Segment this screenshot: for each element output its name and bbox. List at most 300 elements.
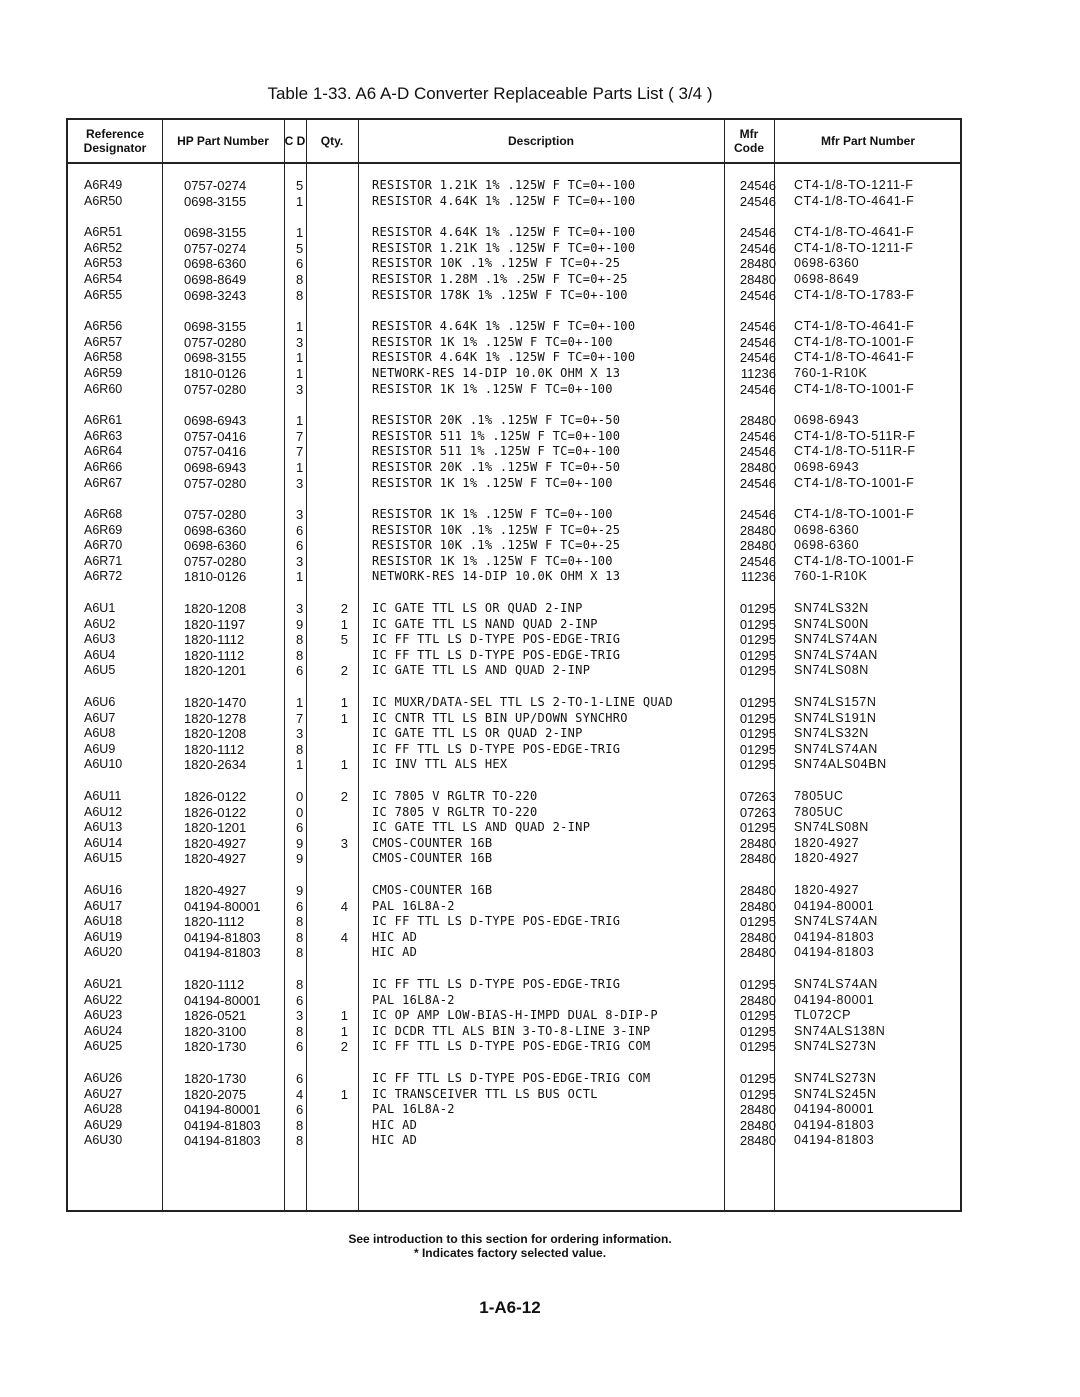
cd-cell: 9 bbox=[296, 835, 304, 851]
description-cell: RESISTOR 1K 1% .125W F TC=0+-100 bbox=[372, 334, 613, 349]
reference-cell: A6U23 bbox=[84, 1008, 123, 1023]
table-row bbox=[68, 476, 960, 492]
reference-cell: A6U9 bbox=[84, 741, 116, 756]
mfr-code-cell: 24546 bbox=[739, 319, 776, 335]
table-row bbox=[68, 538, 960, 554]
cd-cell: 8 bbox=[296, 647, 304, 663]
mfr-code-cell: 24546 bbox=[739, 444, 776, 460]
mfr-code-cell: 11236 bbox=[740, 365, 776, 381]
table-title: Table 1-33. A6 A-D Converter Replaceable Parts List ( 3/4 ) bbox=[267, 84, 713, 103]
description-cell: RESISTOR 10K .1% .125W F TC=0+-25 bbox=[372, 522, 621, 537]
table-row bbox=[68, 711, 960, 727]
table-row bbox=[68, 1039, 960, 1055]
reference-cell: A6R56 bbox=[84, 319, 123, 334]
hp-part-cell: 0698-6943 bbox=[184, 459, 247, 475]
qty-cell: 2 bbox=[340, 789, 348, 804]
mfr-part-cell: 0698-8649 bbox=[794, 271, 860, 286]
mfr-code-cell: 11236 bbox=[740, 569, 776, 585]
reference-cell: A6U30 bbox=[84, 1133, 123, 1148]
table-row bbox=[68, 507, 960, 523]
description-cell: RESISTOR 1K 1% .125W F TC=0+-100 bbox=[372, 507, 613, 522]
table-row bbox=[68, 569, 960, 585]
hp-part-cell: 1820-1197 bbox=[184, 616, 246, 632]
mfr-part-cell: TL072CP bbox=[794, 1008, 852, 1023]
mfr-part-cell: SN74LS32N bbox=[794, 726, 869, 741]
mfr-part-cell: SN74LS157N bbox=[794, 695, 877, 710]
table-row bbox=[68, 899, 960, 915]
mfr-part-cell: 04194-81803 bbox=[794, 1117, 875, 1132]
description-cell: IC OP AMP LOW-BIAS-H-IMPD DUAL 8-DIP-P bbox=[372, 1008, 658, 1023]
description-cell: IC 7805 V RGLTR TO-220 bbox=[372, 789, 538, 803]
mfr-code-cell: 28480 bbox=[739, 522, 776, 538]
cd-cell: 8 bbox=[296, 1023, 304, 1039]
header-hp-part: HP Part Number bbox=[177, 134, 269, 148]
reference-cell: A6R53 bbox=[84, 256, 123, 271]
reference-cell: A6R59 bbox=[84, 365, 123, 380]
row-group bbox=[68, 178, 960, 209]
mfr-part-cell: SN74LS74AN bbox=[794, 976, 878, 991]
cd-cell: 1 bbox=[296, 225, 304, 241]
mfr-part-cell: SN74LS74AN bbox=[794, 647, 878, 662]
cd-cell: 6 bbox=[296, 820, 304, 836]
row-group bbox=[68, 319, 960, 397]
description-cell: IC FF TTL LS D-TYPE POS-EDGE-TRIG bbox=[372, 914, 621, 929]
mfr-part-cell: CT4-1/8-TO-1211-F bbox=[794, 178, 914, 192]
header-mfr-code: Mfr Code bbox=[734, 127, 764, 155]
mfr-part-cell: SN74LS74AN bbox=[794, 914, 878, 929]
cd-cell: 8 bbox=[296, 914, 304, 930]
reference-cell: A6R49 bbox=[84, 178, 123, 192]
mfr-code-cell: 01295 bbox=[739, 1008, 776, 1024]
qty-cell: 1 bbox=[340, 695, 348, 711]
reference-cell: A6U29 bbox=[84, 1117, 123, 1132]
reference-cell: A6U12 bbox=[84, 804, 123, 819]
qty-cell: 1 bbox=[340, 757, 348, 773]
cd-cell: 7 bbox=[296, 710, 304, 726]
description-cell: RESISTOR 10K .1% .125W F TC=0+-25 bbox=[372, 538, 621, 553]
hp-part-cell: 1826-0521 bbox=[184, 1008, 247, 1024]
row-group bbox=[68, 695, 960, 773]
hp-part-cell: 1820-4927 bbox=[184, 835, 247, 851]
hp-part-cell: 1810-0126 bbox=[184, 569, 247, 585]
hp-part-cell: 0698-3155 bbox=[184, 319, 247, 335]
row-group bbox=[68, 883, 960, 961]
table-row bbox=[68, 256, 960, 272]
mfr-part-cell: 0698-6360 bbox=[794, 522, 860, 537]
mfr-code-cell: 28480 bbox=[739, 898, 776, 914]
hp-part-cell: 1820-1112 bbox=[184, 976, 245, 992]
mfr-code-cell: 07263 bbox=[739, 804, 776, 820]
mfr-code-cell: 24546 bbox=[739, 193, 776, 209]
qty-cell: 2 bbox=[340, 663, 348, 679]
reference-cell: A6U18 bbox=[84, 914, 123, 929]
qty-cell: 4 bbox=[340, 898, 348, 914]
table-row bbox=[68, 993, 960, 1009]
cd-cell: 8 bbox=[296, 1117, 304, 1133]
factory-note: * Indicates factory selected value. bbox=[413, 1246, 607, 1260]
reference-cell: A6R52 bbox=[84, 240, 123, 255]
hp-part-cell: 1820-4927 bbox=[184, 882, 247, 898]
reference-cell: A6U13 bbox=[84, 820, 123, 835]
cd-cell: 8 bbox=[296, 1133, 304, 1149]
mfr-code-cell: 24546 bbox=[739, 178, 776, 193]
reference-cell: A6U14 bbox=[84, 835, 123, 850]
mfr-part-cell: SN74LS191N bbox=[794, 710, 877, 725]
table-row bbox=[68, 523, 960, 539]
reference-cell: A6U24 bbox=[84, 1023, 123, 1038]
cd-cell: 1 bbox=[296, 413, 304, 429]
hp-part-cell: 0698-3155 bbox=[184, 225, 247, 241]
description-cell: RESISTOR 1K 1% .125W F TC=0+-100 bbox=[372, 381, 613, 396]
description-cell: IC FF TTL LS D-TYPE POS-EDGE-TRIG COM bbox=[372, 1039, 651, 1054]
table-row bbox=[68, 805, 960, 821]
description-cell: IC GATE TTL LS NAND QUAD 2-INP bbox=[372, 616, 598, 631]
table-row bbox=[68, 1133, 960, 1149]
description-cell: RESISTOR 10K .1% .125W F TC=0+-25 bbox=[372, 256, 621, 271]
mfr-part-cell: CT4-1/8-TO-1001-F bbox=[794, 381, 915, 396]
mfr-code-cell: 28480 bbox=[739, 851, 776, 867]
hp-part-cell: 1820-1208 bbox=[184, 601, 247, 617]
reference-cell: A6U17 bbox=[84, 898, 123, 913]
qty-cell: 1 bbox=[340, 1023, 348, 1039]
mfr-part-cell: 04194-80001 bbox=[794, 1102, 875, 1117]
mfr-code-cell: 01295 bbox=[739, 1070, 776, 1086]
cd-cell: 6 bbox=[296, 898, 304, 914]
hp-part-cell: 0757-0280 bbox=[184, 381, 247, 397]
description-cell: IC CNTR TTL LS BIN UP/DOWN SYNCHRO bbox=[372, 710, 628, 725]
cd-cell: 6 bbox=[296, 1039, 304, 1055]
mfr-part-cell: 0698-6943 bbox=[794, 459, 860, 474]
mfr-part-cell: SN74ALS04BN bbox=[794, 757, 887, 772]
cd-cell: 6 bbox=[296, 256, 304, 272]
reference-cell: A6U8 bbox=[84, 726, 116, 741]
row-group bbox=[68, 225, 960, 303]
hp-part-cell: 1810-0126 bbox=[184, 365, 247, 381]
hp-part-cell: 04194-80001 bbox=[184, 1102, 261, 1118]
description-cell: RESISTOR 20K .1% .125W F TC=0+-50 bbox=[372, 413, 621, 428]
description-cell: RESISTOR 178K 1% .125W F TC=0+-100 bbox=[372, 287, 628, 302]
table-row bbox=[68, 1118, 960, 1134]
mfr-code-cell: 24546 bbox=[739, 381, 776, 397]
table-row bbox=[68, 617, 960, 633]
hp-part-cell: 1820-1208 bbox=[184, 726, 247, 742]
mfr-part-cell: CT4-1/8-TO-1001-F bbox=[794, 507, 915, 522]
mfr-code-cell: 24546 bbox=[739, 334, 776, 350]
table-row bbox=[68, 319, 960, 335]
mfr-part-cell: CT4-1/8-TO-4641-F bbox=[794, 319, 915, 334]
hp-part-cell: 04194-81803 bbox=[184, 1133, 261, 1149]
cd-cell: 8 bbox=[296, 945, 304, 961]
table-row bbox=[68, 742, 960, 758]
cd-cell: 3 bbox=[296, 475, 304, 491]
cd-cell: 3 bbox=[296, 553, 304, 569]
mfr-code-cell: 24546 bbox=[739, 553, 776, 569]
mfr-part-cell: CT4-1/8-TO-1783-F bbox=[794, 287, 915, 302]
table-row bbox=[68, 977, 960, 993]
cd-cell: 8 bbox=[296, 632, 304, 648]
table-row bbox=[68, 366, 960, 382]
reference-cell: A6U6 bbox=[84, 695, 116, 710]
reference-cell: A6U11 bbox=[84, 789, 122, 803]
description-cell: RESISTOR 1K 1% .125W F TC=0+-100 bbox=[372, 553, 613, 568]
cd-cell: 6 bbox=[296, 992, 304, 1008]
description-cell: IC INV TTL ALS HEX bbox=[372, 757, 508, 772]
hp-part-cell: 1820-1201 bbox=[184, 820, 247, 836]
description-cell: IC FF TTL LS D-TYPE POS-EDGE-TRIG bbox=[372, 632, 621, 647]
cd-cell: 6 bbox=[296, 522, 304, 538]
mfr-code-cell: 01295 bbox=[739, 757, 776, 773]
table-row bbox=[68, 350, 960, 366]
hp-part-cell: 0757-0280 bbox=[184, 475, 247, 491]
hp-part-cell: 0698-6943 bbox=[184, 413, 247, 429]
cd-cell: 3 bbox=[296, 601, 304, 617]
cd-cell: 3 bbox=[296, 334, 304, 350]
cd-cell: 9 bbox=[296, 851, 304, 867]
hp-part-cell: 1820-1112 bbox=[184, 632, 245, 648]
hp-part-cell: 1820-1112 bbox=[184, 914, 245, 930]
description-cell: RESISTOR 1.28M .1% .25W F TC=0+-25 bbox=[372, 271, 628, 286]
hp-part-cell: 0698-3155 bbox=[184, 350, 247, 366]
mfr-code-cell: 28480 bbox=[739, 413, 776, 429]
mfr-code-cell: 01295 bbox=[739, 1039, 776, 1055]
cd-cell: 7 bbox=[296, 444, 304, 460]
table-row bbox=[68, 695, 960, 711]
description-cell: CMOS-COUNTER 16B bbox=[372, 835, 493, 850]
hp-part-cell: 0698-6360 bbox=[184, 522, 247, 538]
mfr-code-cell: 24546 bbox=[739, 287, 776, 303]
cd-cell: 8 bbox=[296, 287, 304, 303]
mfr-code-cell: 28480 bbox=[739, 929, 776, 945]
reference-cell: A6U5 bbox=[84, 663, 116, 678]
reference-cell: A6U19 bbox=[84, 929, 123, 944]
reference-cell: A6U21 bbox=[84, 976, 123, 991]
mfr-code-cell: 01295 bbox=[739, 616, 776, 632]
hp-part-cell: 1820-1278 bbox=[184, 710, 247, 726]
mfr-code-cell: 24546 bbox=[739, 428, 776, 444]
cd-cell: 1 bbox=[296, 350, 304, 366]
mfr-part-cell: SN74LS273N bbox=[794, 1039, 877, 1054]
mfr-part-cell: CT4-1/8-TO-1211-F bbox=[794, 240, 914, 255]
description-cell: IC GATE TTL LS OR QUAD 2-INP bbox=[372, 726, 583, 741]
cd-cell: 7 bbox=[296, 428, 304, 444]
table-row bbox=[68, 460, 960, 476]
mfr-code-cell: 24546 bbox=[739, 350, 776, 366]
cd-cell: 1 bbox=[296, 569, 304, 585]
reference-cell: A6R72 bbox=[84, 569, 123, 584]
reference-cell: A6U3 bbox=[84, 632, 116, 647]
row-group bbox=[68, 1071, 960, 1149]
mfr-code-cell: 24546 bbox=[739, 507, 776, 523]
mfr-code-cell: 28480 bbox=[739, 538, 776, 554]
table-row bbox=[68, 820, 960, 836]
cd-cell: 3 bbox=[296, 1008, 304, 1024]
hp-part-cell: 1826-0122 bbox=[184, 804, 247, 820]
description-cell: IC GATE TTL LS AND QUAD 2-INP bbox=[372, 663, 591, 678]
cd-cell: 1 bbox=[296, 757, 304, 773]
hp-part-cell: 0757-0280 bbox=[184, 553, 247, 569]
description-cell: IC FF TTL LS D-TYPE POS-EDGE-TRIG bbox=[372, 647, 621, 662]
description-cell: IC GATE TTL LS AND QUAD 2-INP bbox=[372, 820, 591, 835]
mfr-part-cell: SN74LS00N bbox=[794, 616, 869, 631]
reference-cell: A6R50 bbox=[84, 193, 123, 208]
reference-cell: A6R68 bbox=[84, 507, 123, 522]
cd-cell: 1 bbox=[296, 459, 304, 475]
qty-cell: 2 bbox=[340, 601, 348, 617]
mfr-part-cell: 760-1-R10K bbox=[794, 569, 868, 584]
header-qty: Qty. bbox=[320, 134, 344, 148]
mfr-part-cell: 04194-81803 bbox=[794, 1133, 875, 1148]
mfr-code-cell: 28480 bbox=[739, 256, 776, 272]
mfr-code-cell: 07263 bbox=[739, 789, 776, 804]
hp-part-cell: 1820-1470 bbox=[184, 695, 247, 711]
reference-cell: A6R63 bbox=[84, 428, 123, 443]
cd-cell: 5 bbox=[296, 240, 304, 256]
hp-part-cell: 1820-1112 bbox=[184, 741, 245, 757]
hp-part-cell: 1820-3100 bbox=[184, 1023, 247, 1039]
hp-part-cell: 1820-1730 bbox=[184, 1039, 247, 1055]
table-row bbox=[68, 178, 960, 194]
hp-part-cell: 1826-0122 bbox=[184, 789, 247, 804]
table-row bbox=[68, 444, 960, 460]
reference-cell: A6U26 bbox=[84, 1070, 123, 1085]
mfr-part-cell: 0698-6360 bbox=[794, 538, 860, 553]
row-group bbox=[68, 789, 960, 867]
description-cell: PAL 16L8A-2 bbox=[372, 992, 455, 1007]
mfr-code-cell: 01295 bbox=[739, 820, 776, 836]
cd-cell: 0 bbox=[296, 804, 304, 820]
reference-cell: A6U27 bbox=[84, 1086, 123, 1101]
parts-table bbox=[66, 118, 962, 1212]
hp-part-cell: 04194-81803 bbox=[184, 945, 261, 961]
mfr-code-cell: 24546 bbox=[739, 240, 776, 256]
description-cell: IC GATE TTL LS OR QUAD 2-INP bbox=[372, 601, 583, 616]
mfr-code-cell: 28480 bbox=[739, 271, 776, 287]
reference-cell: A6R69 bbox=[84, 522, 123, 537]
table-row bbox=[68, 789, 960, 805]
mfr-part-cell: CT4-1/8-TO-4641-F bbox=[794, 225, 915, 240]
qty-cell: 3 bbox=[340, 835, 348, 851]
hp-part-cell: 0698-8649 bbox=[184, 271, 247, 287]
reference-cell: A6U7 bbox=[84, 710, 116, 725]
cd-cell: 3 bbox=[296, 726, 304, 742]
row-group bbox=[68, 413, 960, 491]
hp-part-cell: 04194-80001 bbox=[184, 898, 261, 914]
mfr-code-cell: 01295 bbox=[739, 710, 776, 726]
mfr-code-cell: 01295 bbox=[739, 601, 776, 617]
description-cell: IC 7805 V RGLTR TO-220 bbox=[372, 804, 538, 819]
mfr-code-cell: 28480 bbox=[739, 459, 776, 475]
reference-cell: A6R54 bbox=[84, 271, 123, 286]
mfr-code-cell: 28480 bbox=[739, 1133, 776, 1149]
description-cell: IC FF TTL LS D-TYPE POS-EDGE-TRIG bbox=[372, 741, 621, 756]
mfr-part-cell: SN74LS74AN bbox=[794, 741, 878, 756]
description-cell: IC TRANSCEIVER TTL LS BUS OCTL bbox=[372, 1086, 598, 1101]
mfr-code-cell: 28480 bbox=[739, 1102, 776, 1118]
mfr-part-cell: 04194-80001 bbox=[794, 898, 875, 913]
mfr-code-cell: 01295 bbox=[739, 1023, 776, 1039]
cd-cell: 8 bbox=[296, 741, 304, 757]
table-row bbox=[68, 1008, 960, 1024]
row-group bbox=[68, 601, 960, 679]
hp-part-cell: 04194-81803 bbox=[184, 929, 261, 945]
reference-cell: A6R66 bbox=[84, 459, 123, 474]
hp-part-cell: 0757-0280 bbox=[184, 334, 247, 350]
mfr-part-cell: 0698-6943 bbox=[794, 413, 860, 428]
mfr-part-cell: CT4-1/8-TO-4641-F bbox=[794, 193, 915, 208]
mfr-code-cell: 01295 bbox=[739, 632, 776, 648]
hp-part-cell: 0698-6360 bbox=[184, 538, 247, 554]
mfr-code-cell: 01295 bbox=[739, 647, 776, 663]
description-cell: RESISTOR 4.64K 1% .125W F TC=0+-100 bbox=[372, 319, 636, 334]
description-cell: NETWORK-RES 14-DIP 10.0K OHM X 13 bbox=[372, 569, 621, 584]
table-row bbox=[68, 382, 960, 398]
cd-cell: 1 bbox=[296, 193, 304, 209]
cd-cell: 1 bbox=[296, 319, 304, 335]
mfr-code-cell: 28480 bbox=[739, 992, 776, 1008]
hp-part-cell: 04194-81803 bbox=[184, 1117, 261, 1133]
mfr-part-cell: 760-1-R10K bbox=[794, 365, 868, 380]
cd-cell: 4 bbox=[296, 1086, 304, 1102]
description-cell: HIC AD bbox=[372, 1117, 418, 1132]
mfr-code-cell: 01295 bbox=[739, 1086, 776, 1102]
cd-cell: 0 bbox=[296, 789, 304, 804]
description-cell: PAL 16L8A-2 bbox=[372, 1102, 455, 1117]
table-row bbox=[68, 1087, 960, 1103]
table-row bbox=[68, 288, 960, 304]
mfr-part-cell: SN74LS245N bbox=[794, 1086, 877, 1101]
mfr-part-cell: 04194-81803 bbox=[794, 945, 875, 960]
reference-cell: A6R57 bbox=[84, 334, 123, 349]
mfr-code-cell: 28480 bbox=[739, 835, 776, 851]
reference-cell: A6U25 bbox=[84, 1039, 123, 1054]
description-cell: HIC AD bbox=[372, 945, 418, 960]
description-cell: RESISTOR 4.64K 1% .125W F TC=0+-100 bbox=[372, 225, 636, 240]
reference-cell: A6R61 bbox=[84, 413, 123, 428]
reference-cell: A6U20 bbox=[84, 945, 123, 960]
table-row bbox=[68, 930, 960, 946]
description-cell: RESISTOR 4.64K 1% .125W F TC=0+-100 bbox=[372, 193, 636, 208]
mfr-code-cell: 01295 bbox=[739, 726, 776, 742]
reference-cell: A6U10 bbox=[84, 757, 123, 772]
cd-cell: 3 bbox=[296, 381, 304, 397]
mfr-part-cell: SN74LS08N bbox=[794, 663, 869, 678]
cd-cell: 1 bbox=[296, 695, 304, 711]
description-cell: IC MUXR/DATA-SEL TTL LS 2-TO-1-LINE QUAD bbox=[372, 695, 673, 710]
reference-cell: A6U28 bbox=[84, 1102, 123, 1117]
hp-part-cell: 1820-2075 bbox=[184, 1086, 247, 1102]
description-cell: HIC AD bbox=[372, 929, 418, 944]
table-row bbox=[68, 914, 960, 930]
qty-cell: 2 bbox=[340, 1039, 348, 1055]
description-cell: RESISTOR 511 1% .125W F TC=0+-100 bbox=[372, 428, 621, 443]
hp-part-cell: 0698-6360 bbox=[184, 256, 247, 272]
hp-part-cell: 04194-80001 bbox=[184, 992, 261, 1008]
description-cell: NETWORK-RES 14-DIP 10.0K OHM X 13 bbox=[372, 365, 621, 380]
mfr-code-cell: 24546 bbox=[739, 225, 776, 241]
cd-cell: 8 bbox=[296, 271, 304, 287]
table-body bbox=[68, 178, 960, 1165]
cd-cell: 9 bbox=[296, 616, 304, 632]
reference-cell: A6U4 bbox=[84, 647, 116, 662]
reference-cell: A6U2 bbox=[84, 616, 116, 631]
mfr-code-cell: 01295 bbox=[739, 741, 776, 757]
cd-cell: 6 bbox=[296, 1102, 304, 1118]
row-group bbox=[68, 977, 960, 1055]
hp-part-cell: 0757-0416 bbox=[184, 444, 247, 460]
hp-part-cell: 1820-1730 bbox=[184, 1070, 247, 1086]
table-row bbox=[68, 601, 960, 617]
reference-cell: A6R71 bbox=[84, 553, 123, 568]
